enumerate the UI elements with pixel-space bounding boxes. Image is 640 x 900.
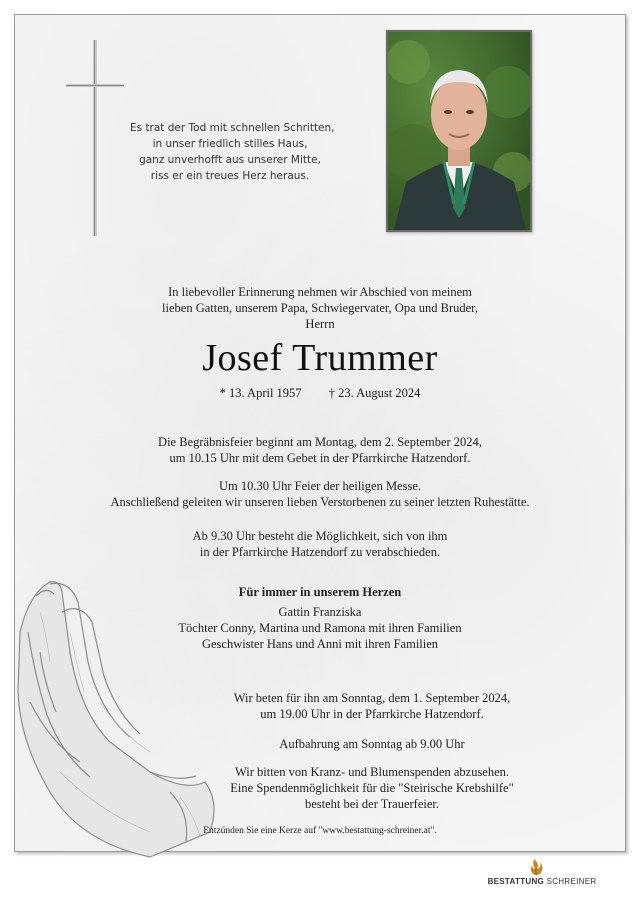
flame-icon bbox=[526, 858, 546, 876]
deceased-name: Josef Trummer bbox=[202, 337, 438, 379]
poem-line: Es trat der Tod mit schnellen Schritten, bbox=[130, 122, 335, 134]
cross-icon bbox=[60, 36, 130, 236]
poem-line: in unser friedlich stilles Haus, bbox=[152, 138, 308, 150]
poem-line: ganz unverhofft aus unserer Mitte, bbox=[139, 154, 321, 166]
mass-info bbox=[0, 478, 640, 510]
mass-line: Um 10.30 Uhr Feier der heiligen Messe. bbox=[218, 479, 422, 493]
donations-line: besteht bei der Trauerfeier. bbox=[305, 797, 439, 811]
birth-date: * 13. April 1957 bbox=[219, 386, 302, 400]
donations-line: Wir bitten von Kranz- und Blumenspenden abzusehen. bbox=[234, 765, 510, 779]
viewing-info: Aufbahrung am Sonntag ab 9.00 Uhr bbox=[279, 737, 465, 751]
family-line: Töchter Conny, Martina und Ramona mit ihren Familien bbox=[178, 621, 462, 635]
funeral-line: um 10.15 Uhr mit dem Gebet in der Pfarrkirche Hatzendorf. bbox=[169, 451, 471, 465]
prayer-line: um 19.00 Uhr in der Pfarrkirche Hatzendorf. bbox=[260, 707, 484, 721]
portrait-photo bbox=[386, 30, 532, 232]
intro-text bbox=[0, 284, 640, 332]
funeral-line: Die Begräbnisfeier beginnt am Montag, dem 2. September 2024, bbox=[158, 435, 482, 449]
donations-info bbox=[52, 764, 640, 812]
brand-name-regular: SCHREINER bbox=[546, 877, 597, 886]
funeral-home-logo bbox=[482, 858, 602, 892]
donations-line: Eine Spendenmöglichkeit für die "Steirische Krebshilfe" bbox=[230, 781, 514, 795]
family-heading: Für immer in unserem Herzen bbox=[238, 585, 402, 599]
brand-name-bold: BESTATTUNG bbox=[487, 877, 545, 886]
farewell-line: in der Pfarrkirche Hatzendorf zu verabschieden. bbox=[199, 545, 441, 559]
mass-line: Anschließend geleiten wir unseren lieben Verstorbenen zu seiner letzten Ruhestätte. bbox=[110, 495, 530, 509]
life-dates bbox=[0, 386, 640, 401]
family-line: Geschwister Hans und Anni mit ihren Familien bbox=[201, 637, 439, 651]
prayer-info bbox=[52, 690, 640, 722]
brand-name bbox=[482, 877, 602, 886]
farewell-line: Ab 9.30 Uhr besteht die Möglichkeit, sich von ihm bbox=[192, 529, 448, 543]
intro-line: In liebevoller Erinnerung nehmen wir Abschied von meinem bbox=[168, 285, 472, 299]
intro-line: Herrn bbox=[305, 317, 335, 331]
intro-line: lieben Gatten, unserem Papa, Schwiegervater, Opa und Bruder, bbox=[162, 301, 478, 315]
farewell-info bbox=[0, 528, 640, 560]
family-line: Gattin Franziska bbox=[278, 605, 362, 619]
prayer-line: Wir beten für ihn am Sonntag, dem 1. September 2024, bbox=[233, 691, 511, 705]
candle-link-text: Entzünden Sie eine Kerze auf "www.bestattung-schreiner.at". bbox=[203, 826, 437, 836]
poem bbox=[130, 120, 335, 184]
death-date: † 23. August 2024 bbox=[328, 386, 421, 400]
family-list bbox=[0, 604, 640, 652]
poem-line: riss er ein treues Herz heraus. bbox=[150, 170, 310, 182]
funeral-info bbox=[0, 434, 640, 466]
